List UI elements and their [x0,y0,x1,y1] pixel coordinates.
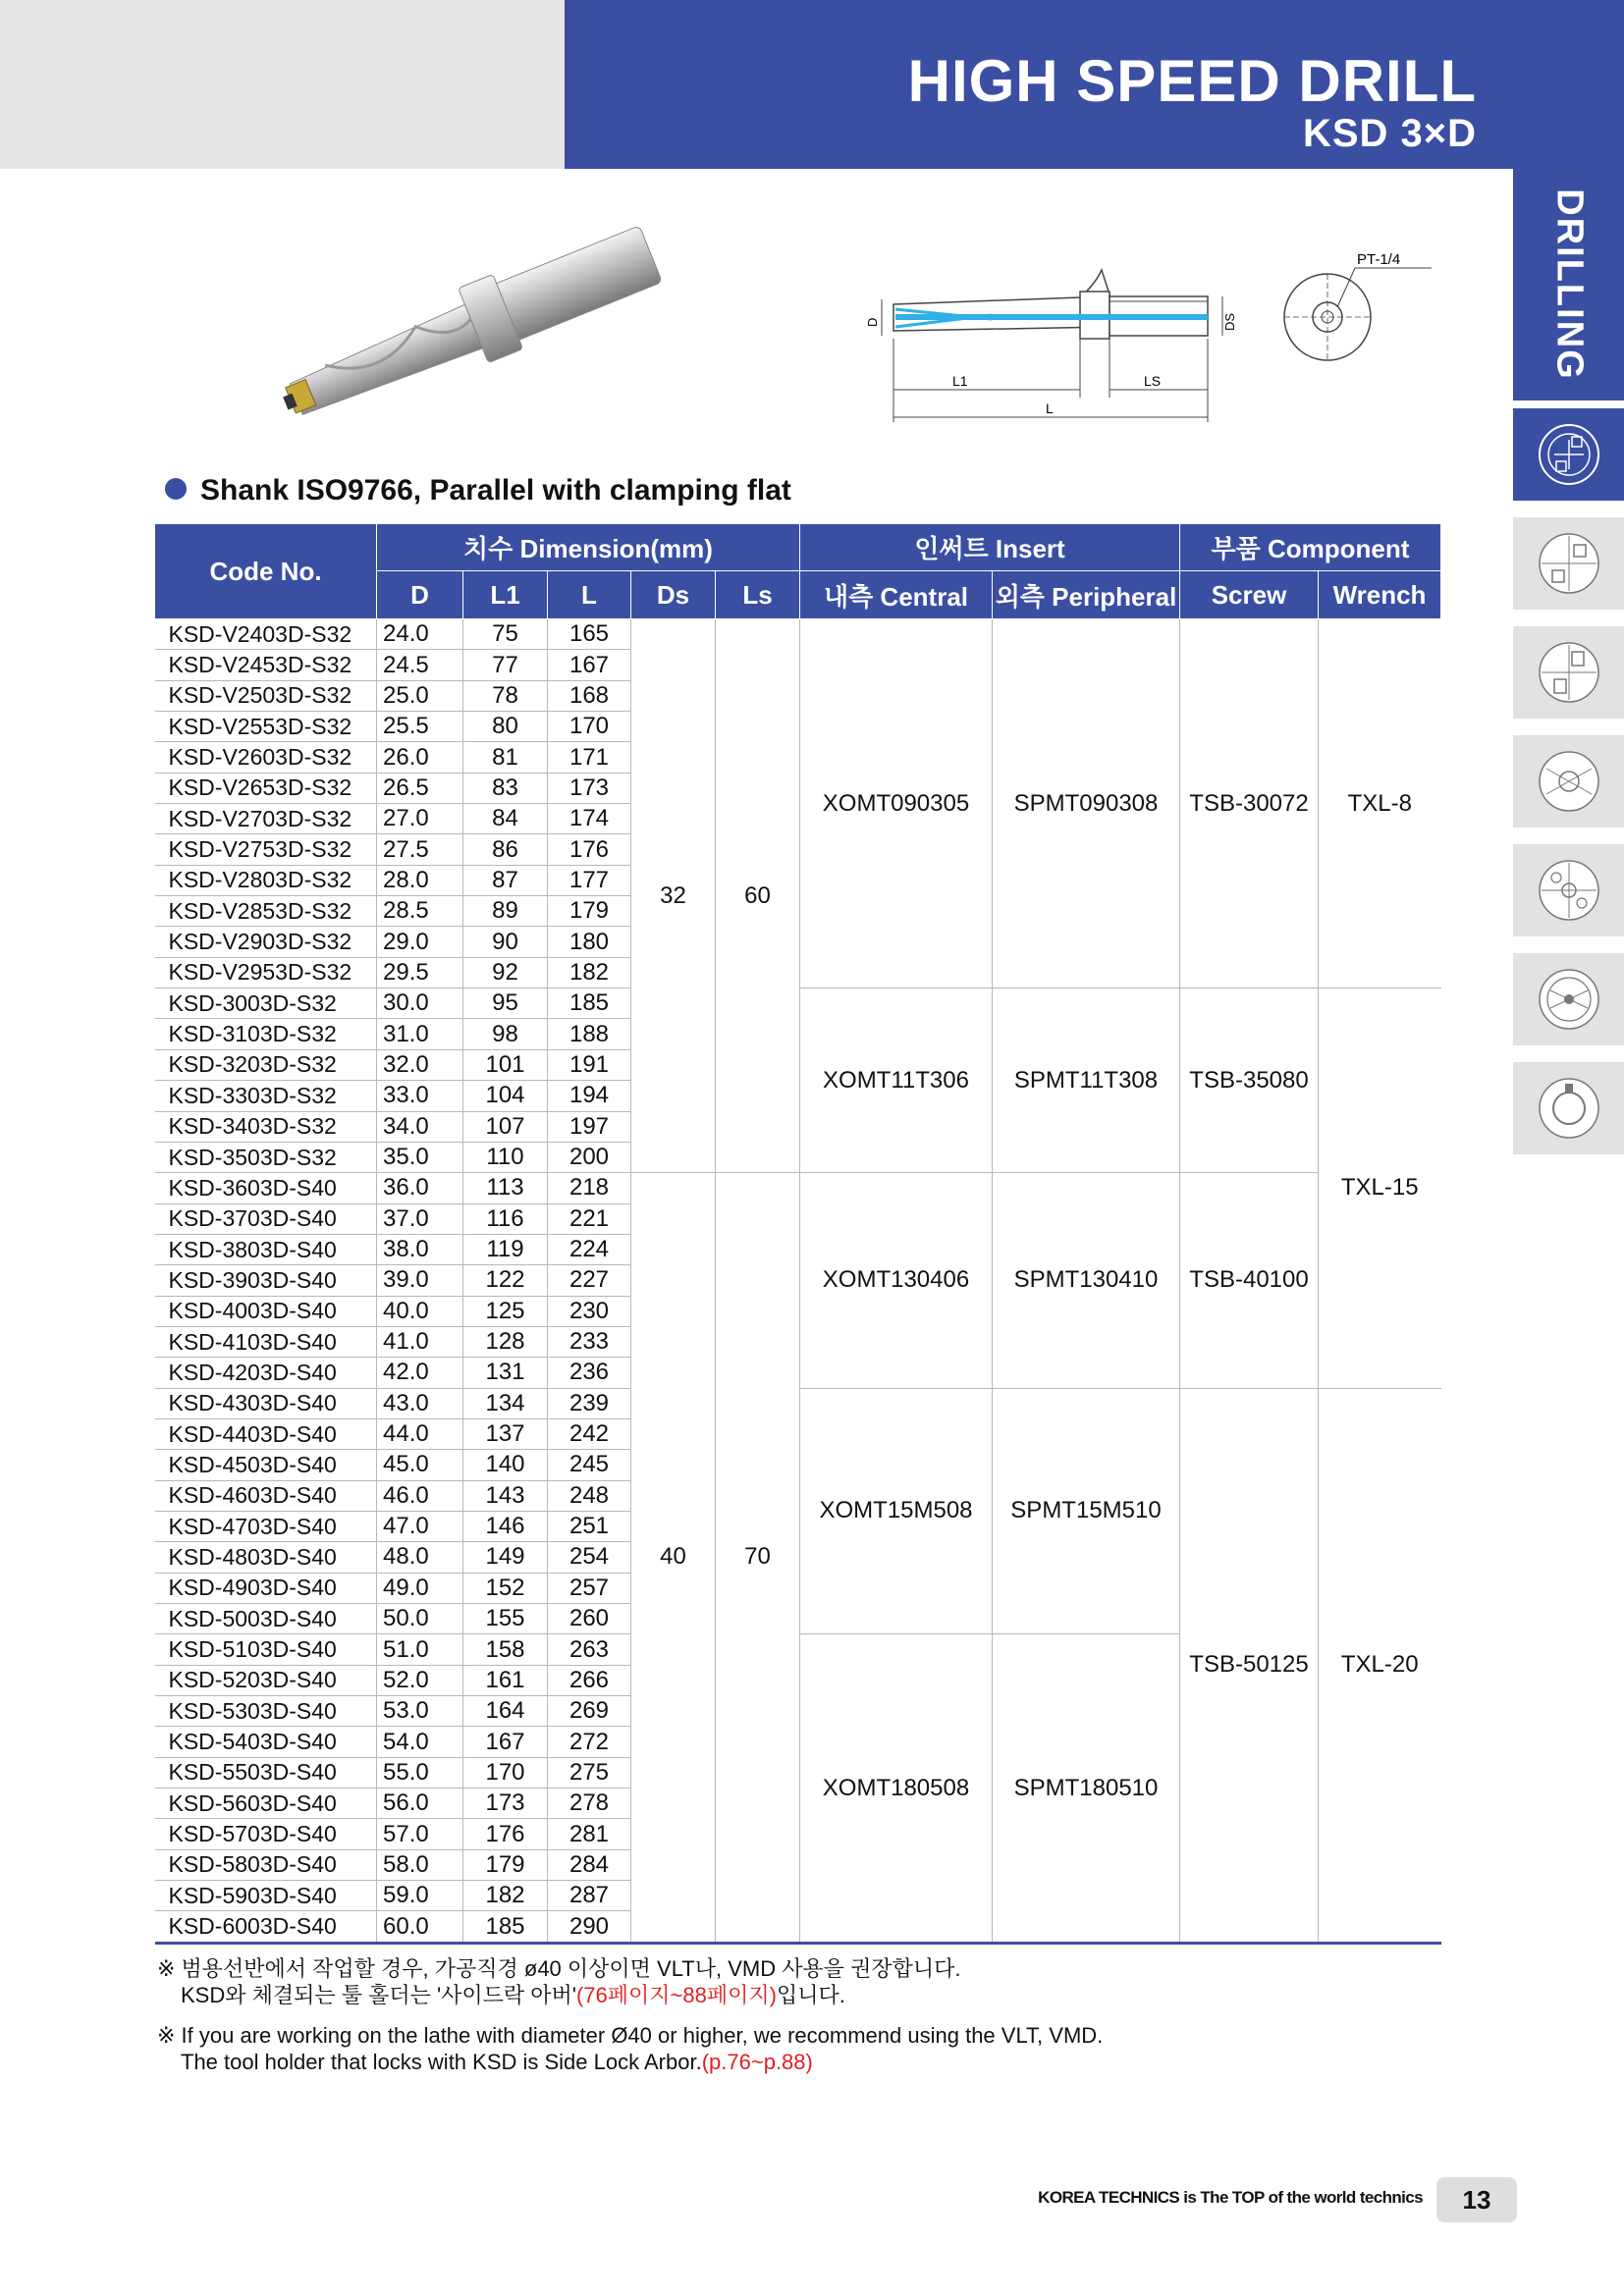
l-cell: 239 [548,1388,631,1418]
wrench-cell: TXL-20 [1319,1388,1441,1943]
l-cell: 251 [548,1511,631,1541]
side-icon-drill-6[interactable] [1513,953,1624,1045]
header-ls: Ls [716,571,800,619]
d-cell: 56.0 [377,1789,463,1819]
header-wrench: Wrench [1319,571,1441,619]
bullet-dot-icon [165,478,187,500]
drawing-d-label: D [865,317,880,327]
code-cell: KSD-3903D-S40 [155,1265,377,1296]
d-cell: 60.0 [377,1911,463,1943]
d-cell: 25.0 [377,680,463,711]
d-cell: 24.0 [377,619,463,650]
side-icon-drill-5[interactable] [1513,844,1624,936]
l1-cell: 87 [463,865,548,895]
ds-cell: 40 [631,1173,716,1944]
note-english-line2 [157,2049,1103,2075]
l1-cell: 77 [463,650,548,680]
l-cell: 167 [548,650,631,680]
code-cell: KSD-3303D-S32 [155,1081,377,1111]
side-tab-drilling[interactable] [1513,169,1624,400]
header-central: 내측 Central [800,571,993,619]
code-cell: KSD-V2753D-S32 [155,834,377,865]
header-insert: 인써트 Insert [800,524,1180,571]
l1-cell: 137 [463,1418,548,1449]
code-cell: KSD-4603D-S40 [155,1480,377,1511]
note-english-line2-text: The tool holder that locks with KSD is Side Lock Arbor. [181,2050,702,2074]
l1-cell: 104 [463,1081,548,1111]
l-cell: 260 [548,1604,631,1634]
page-subtitle: KSD 3×D [1302,112,1477,155]
code-cell: KSD-3603D-S40 [155,1173,377,1203]
l-cell: 194 [548,1081,631,1111]
d-cell: 49.0 [377,1573,463,1603]
l1-cell: 101 [463,1049,548,1080]
note-korean-page-ref: (76페이지~88페이지) [575,1983,777,2007]
d-cell: 46.0 [377,1480,463,1511]
note-korean-line2-text: KSD와 체결되는 툴 홀더는 '사이드락 아버' [181,1983,576,2007]
code-cell: KSD-5703D-S40 [155,1819,377,1849]
code-cell: KSD-4903D-S40 [155,1573,377,1603]
l-cell: 266 [548,1665,631,1695]
l1-cell: 143 [463,1480,548,1511]
section-title-text: Shank ISO9766, Parallel with clamping flat [200,474,791,507]
d-cell: 59.0 [377,1881,463,1911]
l1-cell: 152 [463,1573,548,1603]
note-english [157,2022,1103,2075]
code-cell: KSD-4403D-S40 [155,1418,377,1449]
d-cell: 34.0 [377,1111,463,1142]
footer-tagline: KOREA TECHNICS is The TOP of the world technics [1038,2188,1423,2207]
l-cell: 272 [548,1727,631,1757]
l1-cell: 90 [463,927,548,957]
d-cell: 33.0 [377,1081,463,1111]
code-cell: KSD-5403D-S40 [155,1727,377,1757]
l-cell: 200 [548,1142,631,1172]
l-cell: 180 [548,927,631,957]
code-cell: KSD-6003D-S40 [155,1911,377,1943]
screw-cell: TSB-30072 [1180,619,1319,988]
d-cell: 48.0 [377,1542,463,1573]
l1-cell: 107 [463,1111,548,1142]
drill-face-icon [1537,967,1601,1032]
code-cell: KSD-3703D-S40 [155,1203,377,1234]
l-cell: 221 [548,1203,631,1234]
screw-cell: TSB-50125 [1180,1388,1319,1943]
spec-table-body [155,619,1441,1944]
d-cell: 36.0 [377,1173,463,1203]
code-cell: KSD-3403D-S32 [155,1111,377,1142]
l1-cell: 116 [463,1203,548,1234]
header-component: 부품 Component [1180,524,1441,571]
d-cell: 31.0 [377,1019,463,1049]
l-cell: 257 [548,1573,631,1603]
d-cell: 45.0 [377,1450,463,1480]
d-cell: 37.0 [377,1203,463,1234]
d-cell: 28.0 [377,865,463,895]
screw-cell: TSB-40100 [1180,1173,1319,1388]
code-cell: KSD-3803D-S40 [155,1234,377,1264]
header-l: L [548,571,631,619]
l1-cell: 86 [463,834,548,865]
l1-cell: 113 [463,1173,548,1203]
ls-cell: 60 [716,619,800,1173]
drill-technical-drawing [844,240,1401,437]
code-cell: KSD-5903D-S40 [155,1881,377,1911]
l-cell: 281 [548,1819,631,1849]
header-gray-band [0,0,565,169]
d-cell: 24.5 [377,650,463,680]
d-cell: 53.0 [377,1696,463,1727]
d-cell: 50.0 [377,1604,463,1634]
note-english-page-ref: (p.76~p.88) [701,2050,813,2074]
d-cell: 52.0 [377,1665,463,1695]
code-cell: KSD-3203D-S32 [155,1049,377,1080]
code-cell: KSD-3003D-S32 [155,988,377,1019]
l1-cell: 167 [463,1727,548,1757]
d-cell: 32.0 [377,1049,463,1080]
d-cell: 29.0 [377,927,463,957]
peripheral-insert-cell: SPMT15M510 [993,1388,1180,1634]
d-cell: 30.0 [377,988,463,1019]
l1-cell: 158 [463,1634,548,1665]
code-cell: KSD-4003D-S40 [155,1296,377,1326]
d-cell: 44.0 [377,1418,463,1449]
l1-cell: 185 [463,1911,548,1943]
drill-face-icon [1537,640,1601,705]
l-cell: 179 [548,896,631,927]
code-cell: KSD-5603D-S40 [155,1789,377,1819]
l-cell: 230 [548,1296,631,1326]
l1-cell: 119 [463,1234,548,1264]
l1-cell: 131 [463,1358,548,1388]
l-cell: 218 [548,1173,631,1203]
l-cell: 171 [548,742,631,773]
code-cell: KSD-V2653D-S32 [155,773,377,803]
l-cell: 236 [548,1358,631,1388]
code-cell: KSD-4303D-S40 [155,1388,377,1418]
central-insert-cell: XOMT130406 [800,1173,993,1388]
section-title [165,474,791,507]
screw-cell: TSB-35080 [1180,988,1319,1173]
wrench-cell: TXL-15 [1319,988,1441,1388]
central-insert-cell: XOMT090305 [800,619,993,988]
l-cell: 182 [548,957,631,988]
l-cell: 168 [548,680,631,711]
page-title: HIGH SPEED DRILL [907,48,1477,114]
drawing-l-label: L [1046,400,1054,416]
l1-cell: 98 [463,1019,548,1049]
peripheral-insert-cell: SPMT090308 [993,619,1180,988]
d-cell: 57.0 [377,1819,463,1849]
code-cell: KSD-V2553D-S32 [155,712,377,742]
central-insert-cell: XOMT11T306 [800,988,993,1173]
code-cell: KSD-V2603D-S32 [155,742,377,773]
side-tab-label: DRILLING [1548,188,1590,381]
l-cell: 185 [548,988,631,1019]
header-blue-band [565,0,1624,169]
l-cell: 269 [548,1696,631,1727]
l1-cell: 81 [463,742,548,773]
wrench-cell: TXL-8 [1319,619,1441,988]
d-cell: 35.0 [377,1142,463,1172]
l-cell: 245 [548,1450,631,1480]
d-cell: 25.5 [377,712,463,742]
header-ds: Ds [631,571,716,619]
peripheral-insert-cell: SPMT180510 [993,1634,1180,1943]
code-cell: KSD-4503D-S40 [155,1450,377,1480]
l-cell: 188 [548,1019,631,1049]
note-korean-line1: ※ 범용선반에서 작업할 경우, 가공직경 ø40 이상이면 VLT나, VMD 사용을 권장합니다. [157,1956,961,1981]
l-cell: 174 [548,804,631,834]
l1-cell: 80 [463,712,548,742]
code-cell: KSD-5003D-S40 [155,1604,377,1634]
l-cell: 227 [548,1265,631,1296]
l1-cell: 83 [463,773,548,803]
drill-face-icon [1537,531,1601,596]
l-cell: 248 [548,1480,631,1511]
drawing-l1-label: L1 [952,373,968,389]
d-cell: 26.0 [377,742,463,773]
code-cell: KSD-V2803D-S32 [155,865,377,895]
code-cell: KSD-V2703D-S32 [155,804,377,834]
code-cell: KSD-V2503D-S32 [155,680,377,711]
code-cell: KSD-5103D-S40 [155,1634,377,1665]
code-cell: KSD-4203D-S40 [155,1358,377,1388]
l-cell: 170 [548,712,631,742]
l-cell: 290 [548,1911,631,1943]
central-insert-cell: XOMT180508 [800,1634,993,1943]
header-dimension: 치수 Dimension(mm) [377,524,800,571]
l1-cell: 110 [463,1142,548,1172]
side-icon-drill-3[interactable] [1513,626,1624,719]
l1-cell: 176 [463,1819,548,1849]
l1-cell: 89 [463,896,548,927]
side-icon-drill-4[interactable] [1513,735,1624,828]
header-l1: L1 [463,571,548,619]
drawing-ds-label: DS [1222,312,1237,331]
code-cell: KSD-3103D-S32 [155,1019,377,1049]
peripheral-insert-cell: SPMT130410 [993,1173,1180,1388]
d-cell: 42.0 [377,1358,463,1388]
code-cell: KSD-V2953D-S32 [155,957,377,988]
code-cell: KSD-5203D-S40 [155,1665,377,1695]
central-insert-cell: XOMT15M508 [800,1388,993,1634]
header-d: D [377,571,463,619]
code-cell: KSD-4703D-S40 [155,1511,377,1541]
drill-face-icon [1537,858,1601,923]
ls-cell: 70 [716,1173,800,1944]
l1-cell: 140 [463,1450,548,1480]
l-cell: 278 [548,1789,631,1819]
header-code: Code No. [155,524,377,619]
l1-cell: 125 [463,1296,548,1326]
l1-cell: 173 [463,1789,548,1819]
l-cell: 284 [548,1849,631,1880]
d-cell: 27.5 [377,834,463,865]
ds-cell: 32 [631,619,716,1173]
l-cell: 165 [548,619,631,650]
l1-cell: 155 [463,1604,548,1634]
d-cell: 39.0 [377,1265,463,1296]
header-peripheral: 외측 Peripheral [993,571,1180,619]
d-cell: 29.5 [377,957,463,988]
l-cell: 177 [548,865,631,895]
d-cell: 40.0 [377,1296,463,1326]
side-icon-drill-2[interactable] [1513,517,1624,610]
page-number: 13 [1436,2177,1517,2222]
drawing-ls-label: LS [1144,373,1162,389]
l-cell: 287 [548,1881,631,1911]
l1-cell: 75 [463,619,548,650]
drill-face-icon [1537,422,1601,487]
l-cell: 254 [548,1542,631,1573]
code-cell: KSD-V2853D-S32 [155,896,377,927]
l1-cell: 161 [463,1665,548,1695]
drill-face-icon [1537,749,1601,814]
note-korean [157,1955,960,2008]
code-cell: KSD-5803D-S40 [155,1849,377,1880]
l1-cell: 92 [463,957,548,988]
peripheral-insert-cell: SPMT11T308 [993,988,1180,1173]
d-cell: 38.0 [377,1234,463,1264]
l1-cell: 134 [463,1388,548,1418]
code-cell: KSD-V2403D-S32 [155,619,377,650]
drill-product-image [265,236,677,432]
code-cell: KSD-V2453D-S32 [155,650,377,680]
l-cell: 242 [548,1418,631,1449]
l1-cell: 122 [463,1265,548,1296]
spec-table [154,523,1441,1945]
d-cell: 27.0 [377,804,463,834]
l1-cell: 78 [463,680,548,711]
d-cell: 51.0 [377,1634,463,1665]
l1-cell: 164 [463,1696,548,1727]
d-cell: 43.0 [377,1388,463,1418]
l1-cell: 170 [463,1757,548,1788]
l-cell: 275 [548,1757,631,1788]
d-cell: 28.5 [377,896,463,927]
l1-cell: 95 [463,988,548,1019]
code-cell: KSD-5303D-S40 [155,1696,377,1727]
table-row [155,1173,1441,1203]
note-korean-line2-end: 입니다. [776,1983,845,2007]
d-cell: 54.0 [377,1727,463,1757]
drawing-pt-label: PT-1/4 [1357,251,1401,268]
l-cell: 176 [548,834,631,865]
side-icon-drill-7[interactable] [1513,1062,1624,1154]
side-icon-drill-active[interactable] [1513,408,1624,501]
table-row [155,619,1441,650]
code-cell: KSD-4103D-S40 [155,1326,377,1357]
l-cell: 263 [548,1634,631,1665]
drill-face-icon [1537,1076,1601,1141]
note-english-line1: ※ If you are working on the lathe with diameter Ø40 or higher, we recommend using the VLT, VMD. [157,2023,1104,2048]
note-korean-line2 [157,1982,960,2008]
l1-cell: 128 [463,1326,548,1357]
code-cell: KSD-4803D-S40 [155,1542,377,1573]
l1-cell: 182 [463,1881,548,1911]
l-cell: 224 [548,1234,631,1264]
d-cell: 47.0 [377,1511,463,1541]
l1-cell: 146 [463,1511,548,1541]
d-cell: 26.5 [377,773,463,803]
l1-cell: 179 [463,1849,548,1880]
header-screw: Screw [1180,571,1319,619]
l1-cell: 84 [463,804,548,834]
d-cell: 58.0 [377,1849,463,1880]
l1-cell: 149 [463,1542,548,1573]
l-cell: 233 [548,1326,631,1357]
l-cell: 173 [548,773,631,803]
l-cell: 191 [548,1049,631,1080]
d-cell: 55.0 [377,1757,463,1788]
code-cell: KSD-3503D-S32 [155,1142,377,1172]
d-cell: 41.0 [377,1326,463,1357]
code-cell: KSD-5503D-S40 [155,1757,377,1788]
l-cell: 197 [548,1111,631,1142]
code-cell: KSD-V2903D-S32 [155,927,377,957]
